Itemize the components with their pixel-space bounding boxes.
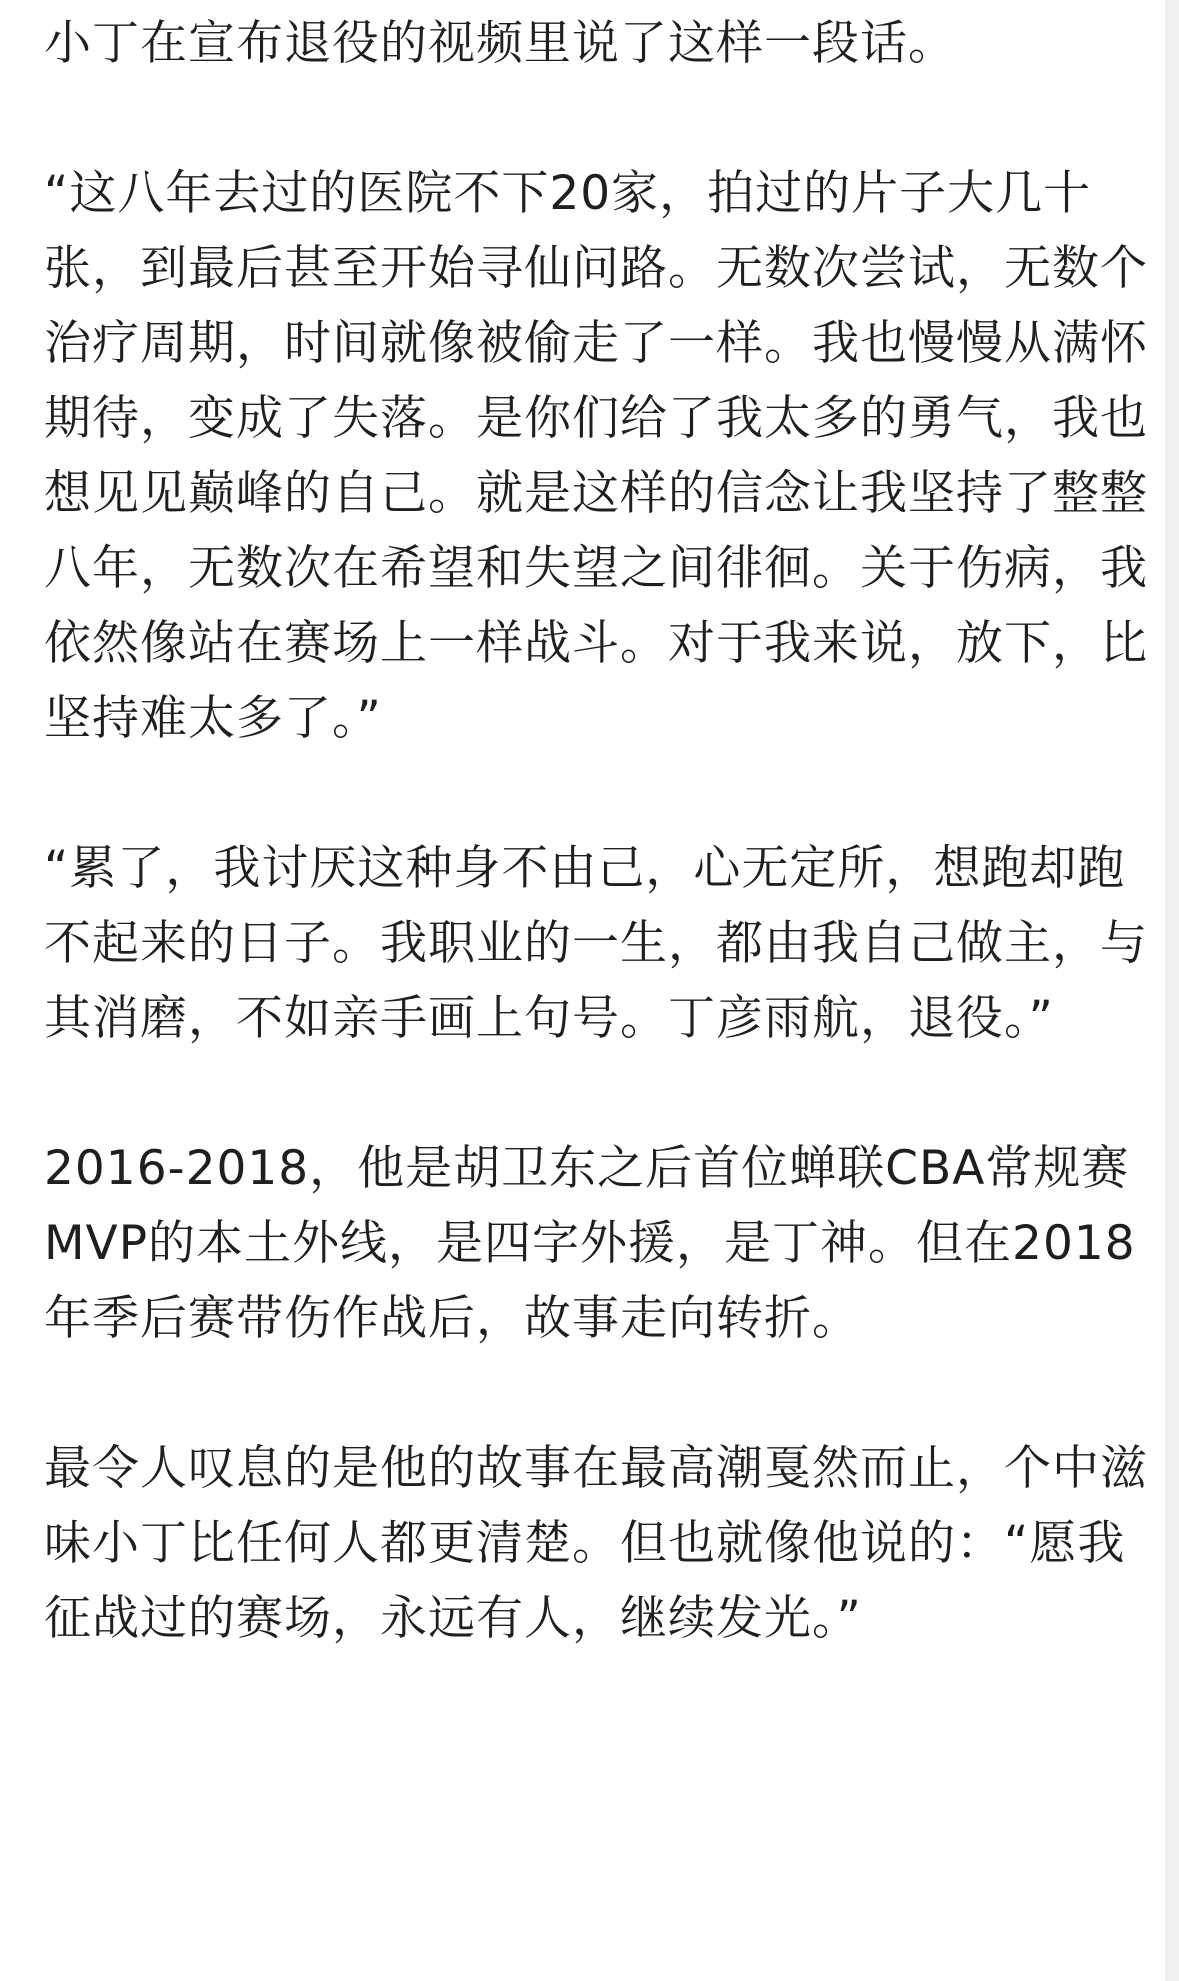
post-paragraph-career: 2016-2018，他是胡卫东之后首位蝉联CBA常规赛MVP的本土外线，是四字外援，是丁神。但在2018年季后赛带伤作战后，故事走向转折。: [44, 1141, 1136, 1346]
post-paragraph-quote-1: “这八年去过的医院不下20家，拍过的片子大几十张，到最后甚至开始寻仙问路。无数次尝试，无数个治疗周期，时间就像被偷走了一样。我也慢慢从满怀期待，变成了失落。是你们给了我太多的勇气，我也想见见巅峰的自己。就是这样的信念让我坚持了整整八年，无数次在希望和失望之间徘徊。关于伤病，我依然像站在赛场上一样战斗。对于我来说，放下，比坚持难太多了。”: [44, 166, 1148, 746]
scroll-gutter: [1165, 0, 1179, 1981]
post-paragraph-intro: 小丁在宣布退役的视频里说了这样一段话。: [44, 16, 956, 71]
post-paragraph-closing: 最令人叹息的是他的故事在最高潮戛然而止，个中滋味小丁比任何人都更清楚。但也就像他说的：“愿我征战过的赛场，永远有人，继续发光。”: [44, 1441, 1148, 1646]
post-paragraph-quote-2: “累了，我讨厌这种身不由己，心无定所，想跑却跑不起来的日子。我职业的一生，都由我自己做主，与其消磨，不如亲手画上句号。丁彦雨航，退役。”: [44, 841, 1148, 1046]
